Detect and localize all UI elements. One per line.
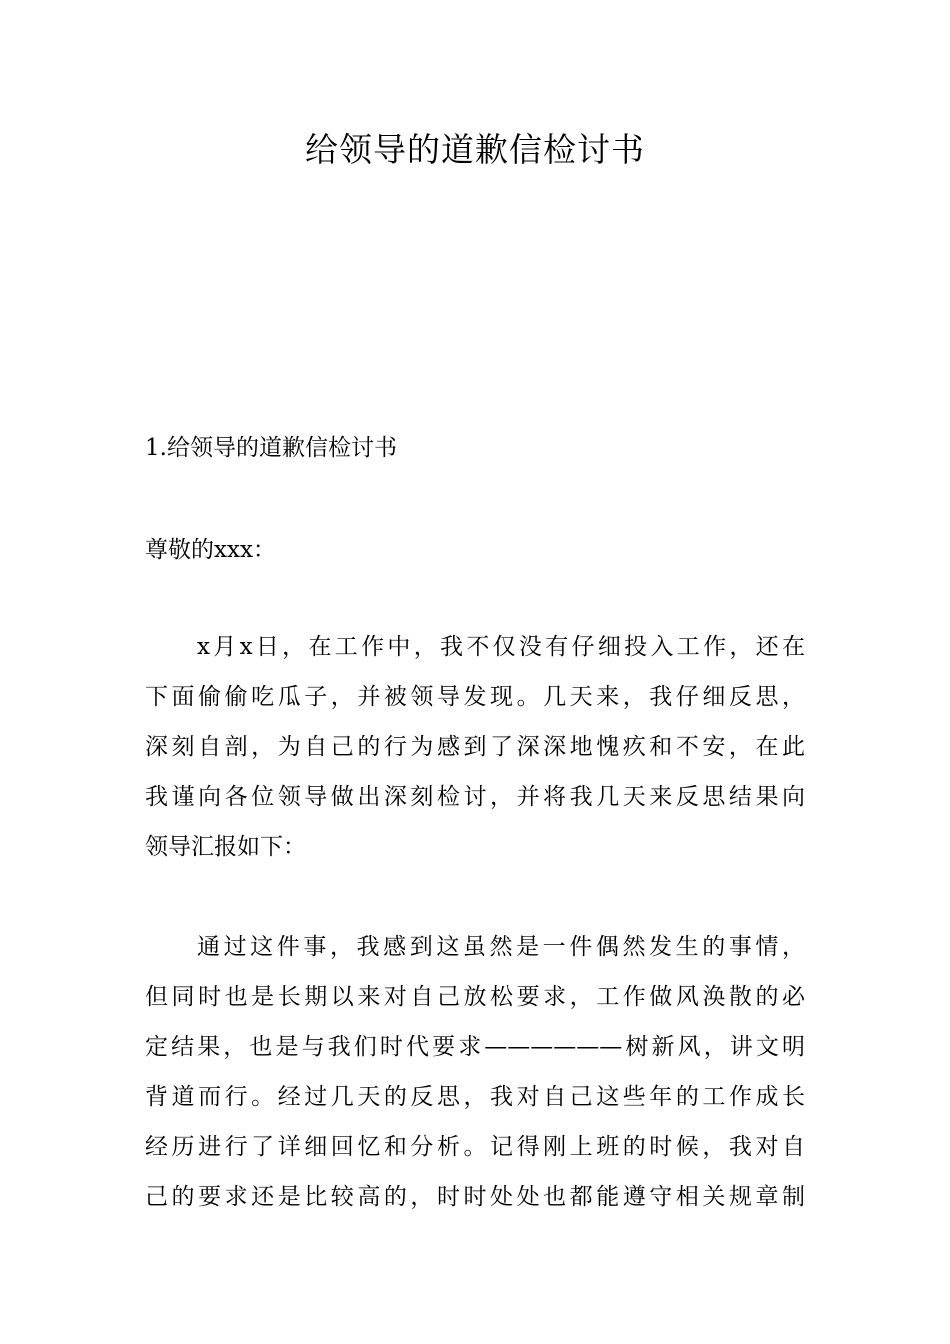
section-heading: 1.给领导的道歉信检讨书 <box>145 435 397 461</box>
salutation: 尊敬的xxx： <box>145 537 276 563</box>
paragraph-line: 但同时也是长期以来对自己放松要求，工作做风涣散的必 <box>145 984 805 1010</box>
paragraph-line: 通过这件事，我感到这虽然是一件偶然发生的事情， <box>197 934 805 960</box>
paragraph-line: 己的要求还是比较高的，时时处处也都能遵守相关规章制 <box>145 1184 805 1210</box>
paragraph-line: 我谨向各位领导做出深刻检讨，并将我几天来反思结果向 <box>145 784 805 810</box>
paragraph-line: 深刻自剖，为自己的行为感到了深深地愧疚和不安，在此 <box>145 734 805 760</box>
document-title: 给领导的道歉信检讨书 <box>305 130 645 169</box>
body-paragraph-2 <box>145 922 805 1222</box>
paragraph-line: 背道而行。经过几天的反思，我对自己这些年的工作成长 <box>145 1084 805 1110</box>
paragraph-line: 下面偷偷吃瓜子，并被领导发现。几天来，我仔细反思， <box>145 684 805 710</box>
paragraph-line: 定结果，也是与我们时代要求——————树新风，讲文明 <box>145 1034 805 1060</box>
paragraph-line: x月x日，在工作中，我不仅没有仔细投入工作，还在 <box>197 634 805 660</box>
body-paragraph-1 <box>145 622 805 872</box>
paragraph-line: 经历进行了详细回忆和分析。记得刚上班的时候，我对自 <box>145 1134 805 1160</box>
paragraph-line: 领导汇报如下： <box>145 834 306 860</box>
